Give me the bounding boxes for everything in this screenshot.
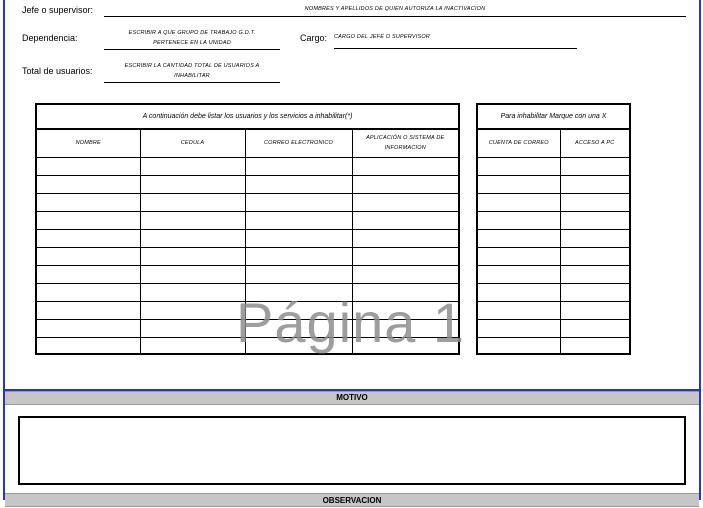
supervisor-label: Jefe o supervisor:	[22, 5, 94, 15]
header-aplicacion: APLICACIÓN O SISTEMA DE INFORMACION	[352, 130, 458, 157]
users-table-title: A continuación debe listar los usuarios y los servicios a inhabilitar(*)	[37, 105, 458, 130]
users-table-cell[interactable]	[352, 319, 458, 337]
users-table-cell[interactable]	[245, 265, 352, 283]
users-table-cell[interactable]	[37, 265, 140, 283]
users-table-body	[37, 157, 458, 355]
users-table	[35, 103, 460, 355]
services-table-row	[478, 301, 629, 319]
total-hint-line-2: INHABILITAR	[174, 73, 210, 79]
users-table-cell[interactable]	[37, 319, 140, 337]
users-table-cell[interactable]	[245, 175, 352, 193]
users-table-cell[interactable]	[37, 337, 140, 355]
services-table-cell[interactable]	[560, 193, 629, 211]
users-table-row	[37, 211, 458, 229]
users-table-cell[interactable]	[245, 283, 352, 301]
services-table-row	[478, 337, 629, 355]
users-table-row	[37, 157, 458, 175]
users-table-cell[interactable]	[140, 319, 245, 337]
services-table-title: Para inhabilitar Marque con una X	[478, 105, 629, 130]
observacion-header: OBSERVACION	[5, 493, 699, 507]
users-table-row	[37, 247, 458, 265]
services-table-cell[interactable]	[478, 229, 560, 247]
motivo-header: MOTIVO	[5, 391, 699, 405]
users-table-cell[interactable]	[352, 229, 458, 247]
users-table-cell[interactable]	[245, 301, 352, 319]
users-table-cell[interactable]	[245, 157, 352, 175]
services-table-cell[interactable]	[560, 247, 629, 265]
services-table-row	[478, 229, 629, 247]
page-watermark: Página 1	[236, 291, 466, 354]
supervisor-field-line	[104, 16, 686, 17]
services-table-row	[478, 283, 629, 301]
services-table-cell[interactable]	[478, 193, 560, 211]
users-table-cell[interactable]	[352, 337, 458, 355]
users-table-row	[37, 229, 458, 247]
services-table-cell[interactable]	[560, 283, 629, 301]
users-table-cell[interactable]	[37, 301, 140, 319]
header-nombre: NOMBRE	[37, 130, 140, 157]
services-table-row	[478, 175, 629, 193]
users-table-cell[interactable]	[245, 193, 352, 211]
page-border-left	[3, 0, 5, 500]
services-table-row	[478, 157, 629, 175]
services-grid	[478, 130, 629, 355]
users-table-cell[interactable]	[140, 247, 245, 265]
users-table-cell[interactable]	[352, 211, 458, 229]
users-table-cell[interactable]	[140, 211, 245, 229]
users-table-cell[interactable]	[37, 193, 140, 211]
dependencia-hint-line-1: ESCRIBIR A QUE GRUPO DE TRABAJO G.D.T.	[128, 30, 256, 36]
services-table-cell[interactable]	[560, 229, 629, 247]
services-table-cell[interactable]	[560, 211, 629, 229]
users-table-cell[interactable]	[140, 337, 245, 355]
motivo-textbox[interactable]	[18, 416, 686, 485]
users-table-cell[interactable]	[245, 211, 352, 229]
total-usuarios-field-line	[104, 82, 280, 83]
services-table-cell[interactable]	[560, 301, 629, 319]
users-table-cell[interactable]	[352, 193, 458, 211]
users-table-row	[37, 175, 458, 193]
services-table-row	[478, 193, 629, 211]
users-table-cell[interactable]	[245, 229, 352, 247]
services-table-cell[interactable]	[478, 337, 560, 355]
users-table-cell[interactable]	[140, 265, 245, 283]
supervisor-field[interactable]: NOMBRES Y APELLIDOS DE QUIEN AUTORIZA LA INACTIVACION	[304, 6, 486, 12]
users-table-cell[interactable]	[245, 247, 352, 265]
header-correo: CORREO ELECTRONICO	[245, 130, 352, 157]
users-table-cell[interactable]	[37, 229, 140, 247]
users-table-cell[interactable]	[352, 301, 458, 319]
total-usuarios-label: Total de usuarios:	[22, 66, 93, 76]
users-table-cell[interactable]	[37, 211, 140, 229]
services-table-cell[interactable]	[560, 337, 629, 355]
users-table-row	[37, 319, 458, 337]
services-table-row	[478, 211, 629, 229]
users-table-cell[interactable]	[37, 247, 140, 265]
dependencia-field-line	[104, 49, 280, 50]
header-cedula: CEDULA	[140, 130, 245, 157]
users-table-cell[interactable]	[37, 157, 140, 175]
services-table-row	[478, 265, 629, 283]
services-table-cell[interactable]	[478, 301, 560, 319]
users-table-cell[interactable]	[140, 229, 245, 247]
users-table-cell[interactable]	[140, 193, 245, 211]
users-table-cell[interactable]	[245, 319, 352, 337]
services-table-cell[interactable]	[478, 319, 560, 337]
users-table-cell[interactable]	[140, 157, 245, 175]
services-table-row	[478, 247, 629, 265]
services-table-cell[interactable]	[478, 247, 560, 265]
users-table-cell[interactable]	[140, 301, 245, 319]
services-table-cell[interactable]	[478, 265, 560, 283]
users-table-cell[interactable]	[352, 265, 458, 283]
header-acceso-pc: ACCESO A PC	[560, 130, 629, 157]
dependencia-label: Dependencia:	[22, 33, 78, 43]
users-table-cell[interactable]	[352, 175, 458, 193]
cargo-field-line	[334, 48, 577, 49]
services-table-row	[478, 319, 629, 337]
services-table-body	[478, 157, 629, 355]
dependencia-hint-line-2: PERTENECE EN LA UNIDAD	[153, 40, 231, 46]
services-table-cell[interactable]	[560, 175, 629, 193]
services-table-cell[interactable]	[478, 157, 560, 175]
users-grid	[37, 130, 458, 355]
users-table-row	[37, 283, 458, 301]
users-table-cell[interactable]	[352, 283, 458, 301]
users-table-row	[37, 337, 458, 355]
users-table-cell[interactable]	[37, 175, 140, 193]
total-hint-line-1: ESCRIBIR LA CANTIDAD TOTAL DE USUARIOS A	[124, 63, 260, 69]
users-table-row	[37, 265, 458, 283]
users-table-row	[37, 193, 458, 211]
users-table-row	[37, 301, 458, 319]
users-table-cell[interactable]	[140, 283, 245, 301]
services-table-cell[interactable]	[478, 211, 560, 229]
users-table-cell[interactable]	[352, 157, 458, 175]
services-table-cell[interactable]	[478, 283, 560, 301]
services-table-cell[interactable]	[560, 319, 629, 337]
cargo-label: Cargo:	[300, 33, 328, 43]
services-table-cell[interactable]	[560, 157, 629, 175]
header-cuenta-correo: CUENTA DE CORREO	[478, 130, 560, 157]
services-table-cell[interactable]	[560, 265, 629, 283]
users-table-cell[interactable]	[37, 283, 140, 301]
users-table-cell[interactable]	[245, 337, 352, 355]
page-border-right	[699, 0, 701, 500]
services-table-cell[interactable]	[478, 175, 560, 193]
users-table-cell[interactable]	[140, 175, 245, 193]
cargo-field[interactable]: CARGO DEL JEFE O SUPERVISOR	[334, 34, 430, 40]
users-table-cell[interactable]	[352, 247, 458, 265]
services-table	[476, 103, 631, 355]
